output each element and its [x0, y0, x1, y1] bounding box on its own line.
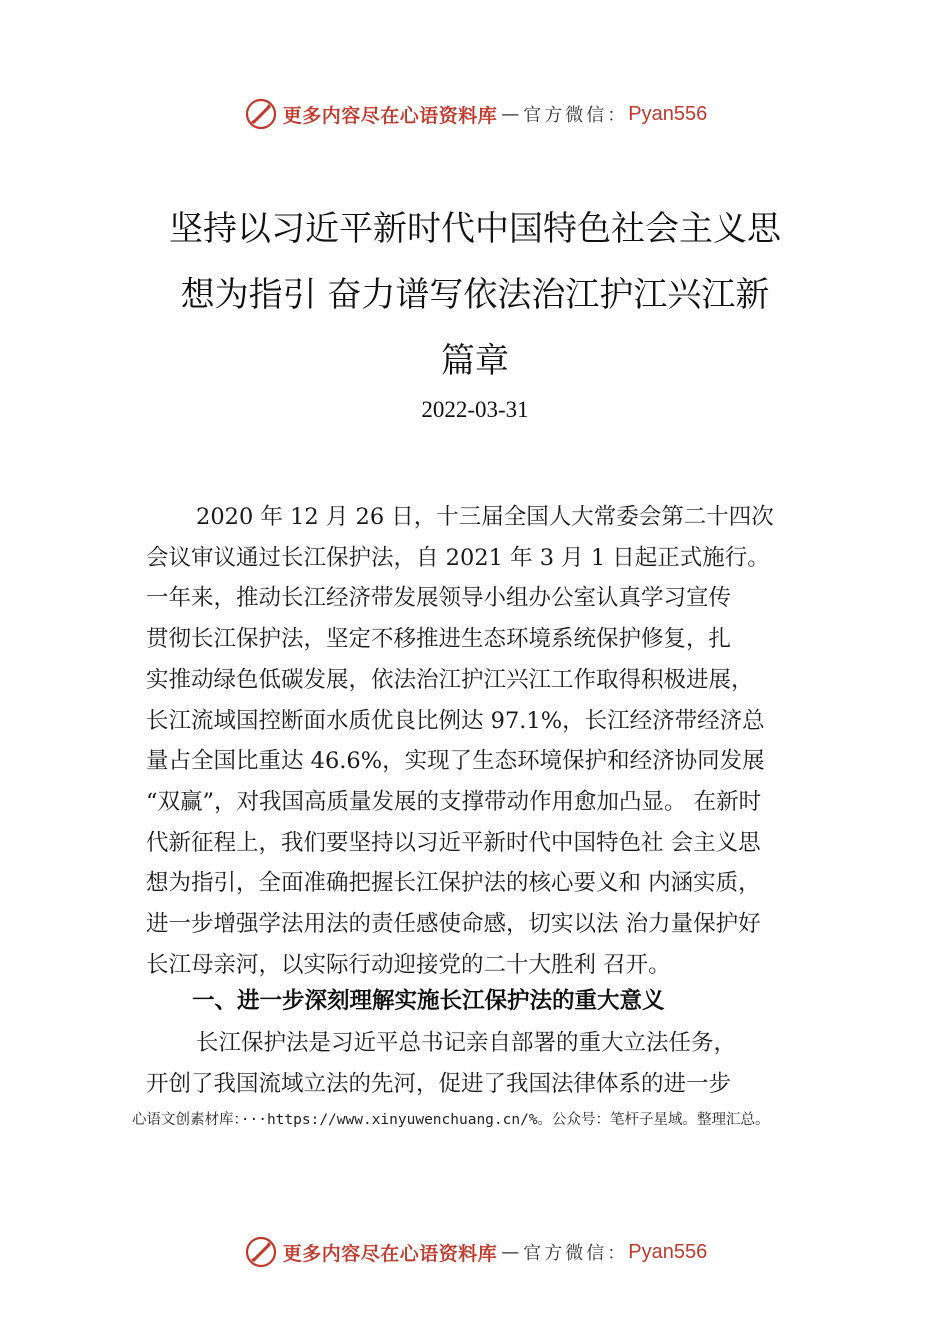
text-line: 实推动绿色低碳发展，依法治江护江兴江工作取得积极进展，: [146, 666, 754, 693]
banner-brand: 更多内容尽在心语资料库: [282, 104, 498, 127]
text-line: 进一步增强学法用法的责任感使命感，切实以法 治力量保护好: [146, 911, 761, 938]
text-line: 代新征程上，我们要坚持以习近平新时代中国特色社 会主义思: [146, 829, 761, 856]
section-heading: 一、进一步深刻理解实施长江保护法的重大意义: [192, 988, 665, 1014]
title-line: 篇章: [441, 341, 509, 381]
publish-date: 2022-03-31: [421, 397, 529, 422]
quill-seal-icon: [243, 1234, 279, 1270]
text-line: 长江流域国控断面水质优良比例达 97.1%，长江经济带经济总: [146, 707, 765, 734]
text-line: 一年来，推动长江经济带发展领导小组办公室认真学习宣传: [146, 585, 732, 612]
banner-wechat-id: Pyan556: [628, 1240, 708, 1263]
text-line: 开创了我国流域立法的先河，促进了我国法律体系的进一步: [146, 1071, 732, 1097]
text-line: “双赢”，对我国高质量发展的支撑带动作用愈加凸显。 在新时: [146, 788, 762, 815]
source-footnote: 心语文创素材库：···https://www.xinyuwenchuang.cn/%。公众号：笔杆子星域。整理汇总。: [132, 1112, 770, 1128]
top-banner: [0, 92, 950, 136]
quill-seal-icon: [243, 96, 279, 132]
text-line: 想为指引，全面准确把握长江保护法的核心要义和 内涵实质，: [146, 870, 761, 897]
paragraph-section-1: [146, 1023, 836, 1105]
banner-dash: —: [501, 103, 520, 125]
paragraph-intro: [146, 497, 836, 985]
text-line: 贯彻长江保护法，坚定不移推进生态环境系统保护修复，扎: [146, 626, 732, 653]
bottom-banner: [0, 1230, 950, 1274]
banner-wechat-label: 官方微信：: [523, 1243, 629, 1264]
text-line: 2020 年 12 月 26 日，十三届全国人大常委会第二十四次: [196, 504, 774, 530]
banner-wechat-id: Pyan556: [628, 102, 708, 125]
banner-brand: 更多内容尽在心语资料库: [282, 1242, 498, 1265]
text-line: 长江母亲河，以实际行动迎接党的二十大胜利 召开。: [146, 951, 671, 978]
text-line: 长江保护法是习近平总书记亲自部署的重大立法任务，: [196, 1030, 737, 1056]
text-line: 会议审议通过长江保护法，自 2021 年 3 月 1 日起正式施行。: [146, 544, 770, 571]
banner-wechat-label: 官方微信：: [523, 105, 629, 126]
page-title: [120, 196, 830, 394]
text-line: 量占全国比重达 46.6%，实现了生态环境保护和经济协同发展: [146, 748, 765, 775]
title-line: 坚持以习近平新时代中国特色社会主义思: [169, 209, 781, 249]
banner-dash: —: [501, 1241, 520, 1263]
title-line: 想为指引 奋力谱写依法治江护江兴江新: [180, 275, 770, 315]
